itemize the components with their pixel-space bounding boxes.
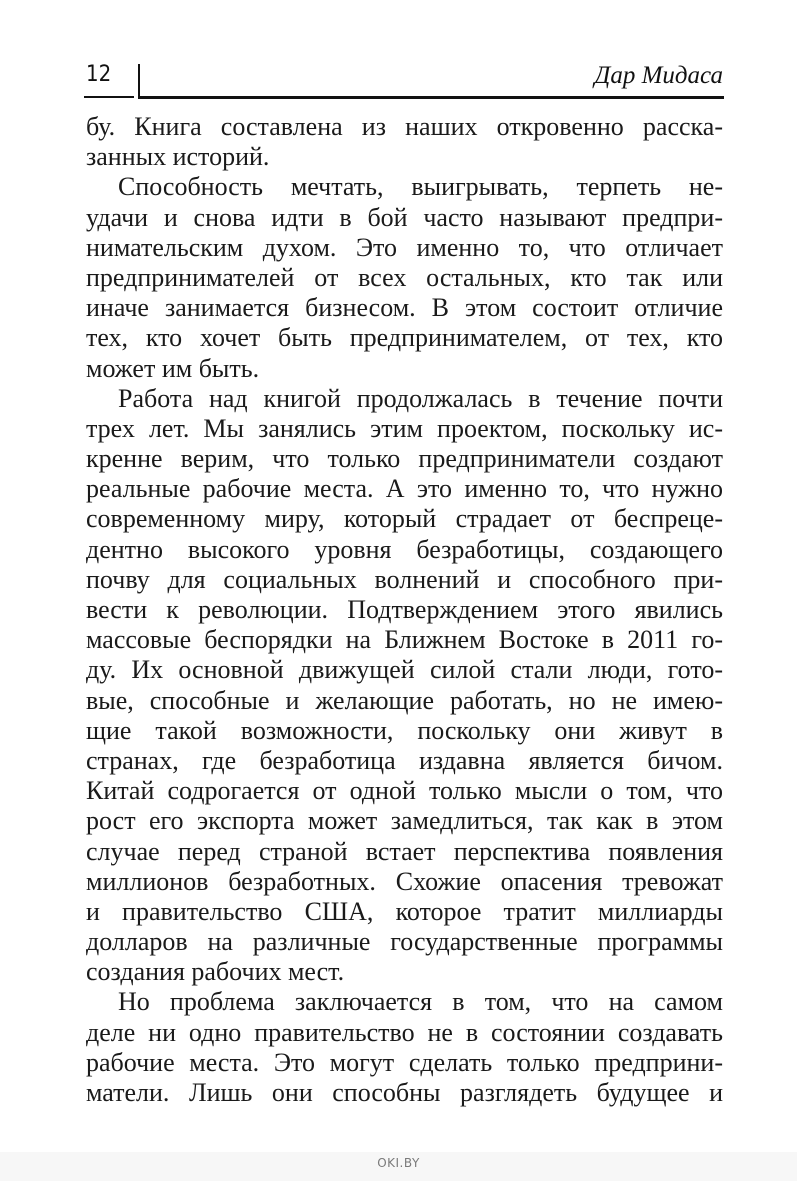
text-line: нимательским духом. Это именно то, что отличает	[86, 232, 723, 262]
text-line: случае перед страной встает перспектива появления	[86, 836, 723, 866]
text-line: вести к революции. Подтверждением этого явились	[86, 595, 723, 624]
page-number-rule	[84, 96, 134, 98]
text-line: современному миру, который страдает от беспреце-	[86, 504, 723, 534]
page-number: 12	[86, 62, 112, 87]
text-line: рабочие места. Это могут сделать только предприни-	[86, 1047, 723, 1077]
text-line: вые, способные и желающие работать, но не имею-	[86, 685, 723, 715]
text-line: деле ни одно правительство не в состоянии создавать	[86, 1017, 723, 1047]
text-line: массовые беспорядки на Ближнем Востоке в 2011 го-	[86, 625, 723, 655]
text-line: ду. Их основной движущей силой стали люди, гото-	[86, 655, 723, 685]
paragraph	[86, 384, 723, 988]
text-line: долларов на различные государственные программы	[86, 927, 723, 957]
text-line: иначе занимается бизнесом. В этом состоит отличие	[86, 293, 723, 323]
text-line: Китай содрогается от одной только мысли о том, что	[86, 776, 723, 806]
text-line: тех, кто хочет быть предпринимателем, от тех, кто	[86, 323, 723, 353]
text-line: создания рабочих мест.	[86, 957, 345, 987]
text-line: кренне верим, что только предприниматели создают	[86, 444, 723, 474]
body-text	[86, 112, 723, 1108]
text-line: Способность мечтать, выигрывать, терпеть не-	[118, 172, 723, 202]
paragraph	[86, 172, 723, 383]
text-line: матели. Лишь они способны разглядеть будущее и	[86, 1078, 723, 1107]
paragraph	[86, 987, 723, 1108]
text-line: Но проблема заключается в том, что на самом	[118, 987, 723, 1017]
text-line: бу. Книга составлена из наших откровенно расска-	[86, 112, 723, 141]
text-line: реальные рабочие места. А это именно то, что нужно	[86, 474, 723, 504]
text-line: трех лет. Мы занялись этим проектом, поскольку ис-	[86, 413, 723, 443]
paragraph	[86, 112, 723, 172]
text-line: удачи и снова идти в бой часто называют предпри-	[86, 202, 723, 232]
text-line: миллионов безработных. Схожие опасения тревожат	[86, 866, 723, 896]
text-line: дентно высокого уровня безработицы, создающего	[86, 534, 723, 564]
text-line: странах, где безработица издавна является бичом.	[86, 745, 723, 775]
text-line: может им быть.	[86, 353, 260, 383]
text-line: предпринимателей от всех остальных, кто так или	[86, 262, 723, 292]
text-line: рост его экспорта может замедлиться, так как в этом	[86, 806, 723, 836]
text-line: почву для социальных волнений и способного при-	[86, 564, 723, 594]
running-title: Дар Мидаса	[594, 62, 723, 89]
text-line: и правительство США, которое тратит миллиарды	[86, 896, 723, 926]
text-line: щие такой возможности, поскольку они живут в	[86, 715, 723, 745]
header-divider	[138, 64, 140, 99]
text-line: занных историй.	[86, 142, 270, 172]
text-line: Работа над книгой продолжалась в течение почти	[118, 383, 723, 413]
watermark: OKI.BY	[377, 1156, 420, 1170]
header-rule	[139, 96, 724, 99]
